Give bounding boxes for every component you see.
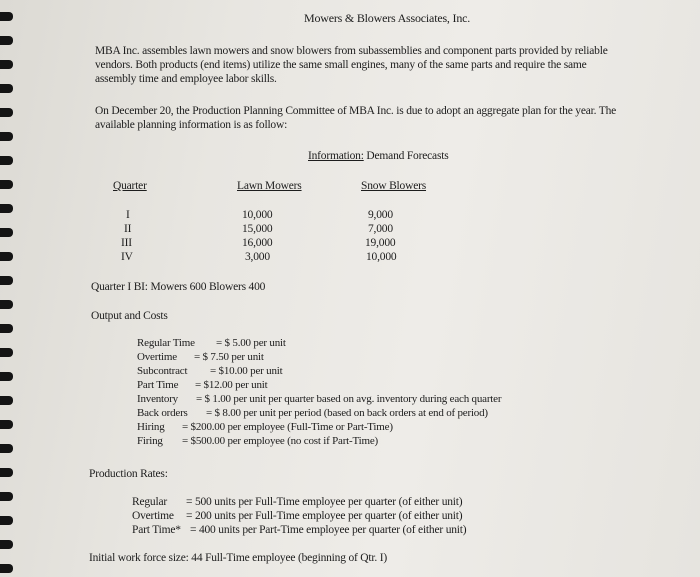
cost-label: Firing: [137, 435, 163, 447]
cost-label: Inventory: [137, 393, 178, 405]
binder-hole: [0, 204, 13, 213]
table-cell-blowers: 10,000: [366, 251, 397, 263]
cost-value: = $12.00 per unit: [195, 379, 268, 391]
binder-hole: [0, 156, 13, 165]
binder-hole: [0, 492, 13, 501]
cost-value: = $ 7.50 per unit: [194, 351, 264, 363]
rate-label: Regular: [132, 496, 168, 508]
cost-label: Subcontract: [137, 365, 188, 377]
table-cell-quarter: I: [126, 209, 130, 221]
rate-label: Overtime: [132, 510, 174, 522]
intro-line: vendors. Both products (end items) utilize the same small engines, many of the same parts and require the same: [95, 59, 587, 71]
table-cell-mowers: 3,000: [245, 251, 270, 263]
binder-hole: [0, 300, 13, 309]
rate-value: = 200 units per Full-Time employee per quarter (of either unit): [186, 510, 463, 522]
cost-label: Regular Time: [137, 337, 195, 349]
cost-value: = $200.00 per employee (Full-Time or Part-Time): [182, 421, 393, 433]
demand-heading-prefix: Information:: [308, 150, 364, 162]
table-cell-quarter: II: [124, 223, 132, 235]
cost-value: = $ 1.00 per unit per quarter based on avg. inventory during each quarter: [196, 393, 502, 405]
binder-hole: [0, 12, 13, 21]
binder-hole: [0, 396, 13, 405]
intro-line: assembly time and employee labor skills.: [95, 73, 277, 85]
cost-label: Hiring: [137, 421, 165, 433]
binder-hole: [0, 228, 13, 237]
table-cell-mowers: 16,000: [242, 237, 273, 249]
column-header-snow-blowers: Snow Blowers: [361, 180, 427, 192]
column-header-quarter: Quarter: [113, 180, 147, 192]
production-rates-heading: Production Rates:: [89, 468, 168, 480]
table-cell-blowers: 7,000: [368, 223, 393, 235]
binder-hole: [0, 84, 13, 93]
binder-hole: [0, 564, 13, 573]
table-cell-quarter: III: [121, 237, 132, 249]
table-cell-quarter: IV: [121, 251, 133, 263]
binder-hole: [0, 372, 13, 381]
rate-value: = 500 units per Full-Time employee per quarter (of either unit): [186, 496, 463, 508]
cost-label: Part Time: [137, 379, 179, 391]
cost-value: = $ 5.00 per unit: [216, 337, 286, 349]
planning-paragraph: [95, 104, 685, 132]
binder-hole: [0, 324, 13, 333]
cost-value: = $500.00 per employee (no cost if Part-Time): [182, 435, 378, 447]
binder-hole: [0, 516, 13, 525]
binder-hole: [0, 60, 13, 69]
intro-line: MBA Inc. assembles lawn mowers and snow blowers from subassemblies and component parts provided by reliable: [95, 45, 608, 57]
planning-line: On December 20, the Production Planning Committee of MBA Inc. is due to adopt an aggregate plan for the year. The: [95, 105, 617, 117]
table-cell-blowers: 19,000: [365, 237, 396, 249]
binder-hole: [0, 540, 13, 549]
binder-holes: [0, 0, 18, 577]
page-title: Mowers & Blowers Associates, Inc.: [304, 11, 471, 25]
beginning-inventory: Quarter I BI: Mowers 600 Blowers 400: [91, 281, 266, 293]
planning-line: available planning information is as follow:: [95, 119, 288, 131]
binder-hole: [0, 36, 13, 45]
binder-hole: [0, 252, 13, 261]
output-costs-heading: Output and Costs: [91, 310, 168, 322]
table-cell-mowers: 15,000: [242, 223, 273, 235]
table-cell-mowers: 10,000: [242, 209, 273, 221]
cost-value: = $ 8.00 per unit per period (based on back orders at end of period): [206, 407, 488, 419]
intro-paragraph: [95, 44, 685, 86]
table-cell-blowers: 9,000: [368, 209, 393, 221]
binder-hole: [0, 180, 13, 189]
column-header-lawn-mowers: Lawn Mowers: [237, 180, 302, 192]
binder-hole: [0, 276, 13, 285]
rate-value: = 400 units per Part-Time employee per quarter (of either unit): [190, 524, 467, 536]
demand-heading: [308, 150, 449, 162]
binder-hole: [0, 108, 13, 117]
binder-hole: [0, 420, 13, 429]
binder-hole: [0, 132, 13, 141]
binder-hole: [0, 348, 13, 357]
cost-value: = $10.00 per unit: [210, 365, 283, 377]
cost-label: Overtime: [137, 351, 177, 363]
demand-heading-rest: Demand Forecasts: [366, 150, 449, 162]
initial-workforce: Initial work force size: 44 Full-Time employee (beginning of Qtr. I): [89, 552, 388, 564]
rate-label: Part Time*: [132, 524, 181, 536]
binder-hole: [0, 468, 13, 477]
binder-hole: [0, 444, 13, 453]
cost-label: Back orders: [137, 407, 188, 419]
